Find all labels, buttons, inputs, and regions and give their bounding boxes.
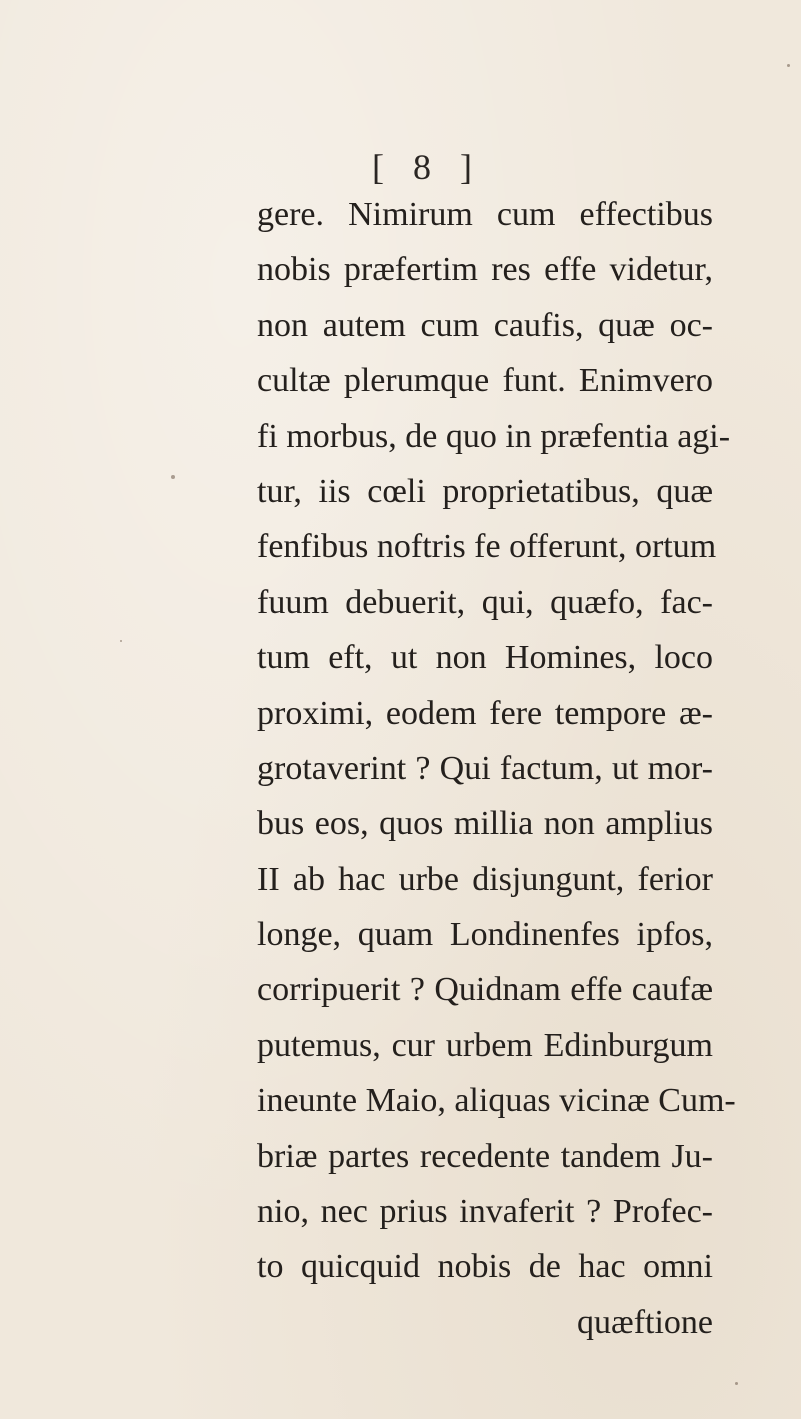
text-line: II ab hac urbe disjungunt, ferior: [257, 860, 713, 898]
text-line: non autem cum caufis, quæ oc-: [257, 306, 713, 344]
paper-speck: [787, 64, 790, 67]
catchword: quæftione: [577, 1303, 713, 1341]
paper-speck: [735, 1382, 738, 1385]
text-line: nobis præfertim res effe videtur,: [257, 251, 713, 289]
text-line: ineunte Maio, aliquas vicinæ Cum-: [257, 1082, 736, 1120]
paper-speck: [120, 640, 122, 642]
text-line: gere. Nimirum cum effectibus: [257, 196, 713, 233]
text-line: tur, iis cœli proprietatibus, quæ: [257, 472, 713, 510]
text-line: putemus, cur urbem Edinburgum: [257, 1026, 713, 1064]
page-number: [ 8 ]: [372, 147, 482, 187]
text-line: nio, nec prius invaferit ? Profec-: [257, 1193, 713, 1231]
paper-speck: [171, 475, 175, 479]
text-line: fi morbus, de quo in præfentia agi-: [257, 417, 731, 455]
text-line: to quicquid nobis de hac omni: [257, 1248, 713, 1286]
text-line: fuum debuerit, qui, quæfo, fac-: [257, 583, 713, 621]
text-line: proximi, eodem fere tempore æ-: [257, 694, 713, 732]
text-line: fenfibus noftris fe offerunt, ortum: [257, 528, 717, 566]
text-line: longe, quam Londinenfes ipfos,: [257, 916, 713, 954]
text-line: briæ partes recedente tandem Ju-: [257, 1137, 713, 1175]
text-line: cultæ plerumque funt. Enimvero: [257, 362, 713, 400]
body-text: [257, 187, 736, 1350]
text-line: bus eos, quos millia non amplius: [257, 805, 713, 843]
text-line: corripuerit ? Quidnam effe caufæ: [257, 971, 713, 1009]
text-line: grotaverint ? Qui factum, ut mor-: [257, 749, 713, 787]
text-line: tum eft, ut non Homines, loco: [257, 639, 713, 677]
